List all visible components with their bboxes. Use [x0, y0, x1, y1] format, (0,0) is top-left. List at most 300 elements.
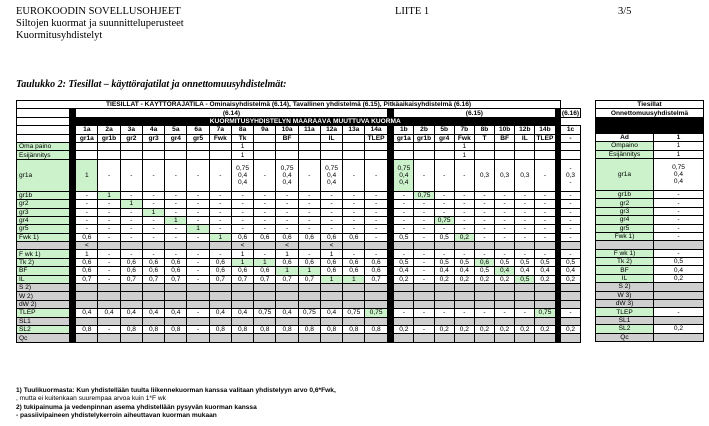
table-cell: - — [561, 309, 581, 317]
table-cell: 1 — [298, 267, 320, 275]
table-cell: - — [561, 134, 581, 142]
table-cell: 0,6 — [165, 258, 187, 266]
table-cell: 1 — [231, 151, 253, 159]
table-cell — [209, 317, 231, 325]
separator-cell — [69, 242, 76, 250]
table-cell — [454, 300, 474, 308]
row-label: F wk 1) — [17, 250, 70, 258]
table-cell: 0,4 — [394, 267, 414, 275]
footnotes — [16, 387, 336, 420]
table-cell — [98, 334, 120, 342]
table-cell: - — [434, 250, 454, 258]
table-cell — [365, 292, 387, 300]
table-cell: - — [254, 250, 276, 258]
table-cell: - — [343, 250, 365, 258]
table-cell: 0,2 — [515, 325, 535, 333]
table-cell: 0,4 — [98, 309, 120, 317]
table-cell: - — [165, 200, 187, 208]
table-cell: 1 — [276, 250, 298, 258]
table-cell: - — [561, 200, 581, 208]
separator-cell — [387, 233, 394, 241]
table-cell — [187, 142, 209, 150]
row-label — [17, 242, 70, 250]
table-cell: 0,4 — [454, 267, 474, 275]
table-cell — [298, 284, 320, 292]
separator-cell — [69, 317, 76, 325]
table-cell: - — [76, 216, 98, 224]
table-cell: - — [276, 216, 298, 224]
separator-cell — [69, 334, 76, 342]
table-cell — [98, 151, 120, 159]
table-cell — [474, 242, 494, 250]
table-cell: 0,6 — [209, 258, 231, 266]
table-cell — [474, 151, 494, 159]
table-cell: 12b — [515, 126, 535, 134]
table-cell: - — [209, 159, 231, 191]
table-cell: 0,75 — [414, 191, 434, 199]
table-cell: 0,4 — [165, 309, 187, 317]
table-cell — [434, 242, 454, 250]
table-cell — [535, 151, 555, 159]
table-cell — [231, 317, 253, 325]
table-cell: 0,6 — [120, 267, 142, 275]
table-cell: - — [434, 200, 454, 208]
table-cell — [535, 284, 555, 292]
table-cell: BF — [495, 134, 515, 142]
side-row-label — [596, 241, 654, 249]
table-cell: - — [98, 225, 120, 233]
table-cell: - — [98, 258, 120, 266]
table-cell — [165, 292, 187, 300]
table-cell: - — [561, 250, 581, 258]
table-cell — [414, 300, 434, 308]
table-cell — [165, 284, 187, 292]
table-cell — [142, 242, 164, 250]
table-cell: - — [365, 216, 387, 224]
table-cell: - — [414, 216, 434, 224]
separator-cell — [69, 208, 76, 216]
table-cell — [535, 317, 555, 325]
side-row-value: - — [654, 224, 704, 232]
table-cell: 0,2 — [495, 325, 515, 333]
blank-cell — [17, 117, 70, 125]
table-cell — [414, 284, 434, 292]
table-cell: 4a — [142, 126, 164, 134]
row-label: gr1b — [17, 191, 70, 199]
table-cell — [209, 300, 231, 308]
table-cell: - — [187, 191, 209, 199]
table-cell: 0,7 — [365, 275, 387, 283]
side-row-value — [654, 241, 704, 249]
side-subtitle: Onnettomuusyhdistelmä — [596, 109, 704, 117]
table-cell: Tk — [231, 134, 253, 142]
separator-cell — [69, 159, 76, 191]
table-cell: - — [495, 233, 515, 241]
table-cell — [276, 300, 298, 308]
table-cell: 0,6 — [276, 233, 298, 241]
table-cell: - — [535, 200, 555, 208]
table-cell — [515, 284, 535, 292]
side-row-label: F wk 1) — [596, 249, 654, 257]
table-cell — [187, 151, 209, 159]
table-cell: gr3 — [142, 134, 164, 142]
row-label: Tk 2) — [17, 258, 70, 266]
side-table — [595, 100, 704, 342]
table-cell: 6a — [187, 126, 209, 134]
table-cell — [454, 334, 474, 342]
table-cell: 1 — [454, 151, 474, 159]
table-cell — [165, 242, 187, 250]
table-cell: 0,2 — [454, 325, 474, 333]
table-cell: 14b — [535, 126, 555, 134]
table-cell — [298, 317, 320, 325]
table-cell: - — [98, 233, 120, 241]
row-label: Qc — [17, 334, 70, 342]
table-cell — [535, 142, 555, 150]
table-cell — [394, 334, 414, 342]
table-cell — [98, 284, 120, 292]
table-cell: 0,4 — [515, 267, 535, 275]
table-cell: 0,8 — [231, 325, 253, 333]
table-cell — [120, 334, 142, 342]
header-title: EUROKOODIN SOVELLUSOHJEET — [16, 6, 181, 17]
table-cell: T — [474, 134, 494, 142]
table-cell: 0,6 — [276, 258, 298, 266]
table-cell: - — [515, 225, 535, 233]
separator-cell — [387, 200, 394, 208]
table-cell: - — [120, 159, 142, 191]
table-cell: - — [98, 208, 120, 216]
table-cell: 0,6 — [120, 258, 142, 266]
table-cell — [76, 151, 98, 159]
table-cell: 5a — [165, 126, 187, 134]
side-row-label: Qc — [596, 333, 654, 341]
table-cell: 0,5 — [515, 275, 535, 283]
table-caption: Taulukko 2: Tiesillat – käyttörajatilat ja onnettomuusyhdistelmät: — [16, 79, 287, 90]
table-cell — [76, 317, 98, 325]
table-cell — [298, 142, 320, 150]
table-cell: 0,6 — [298, 258, 320, 266]
table-cell — [561, 292, 581, 300]
table-cell — [254, 317, 276, 325]
table-cell: 1 — [231, 142, 253, 150]
side-row-label: TLEP — [596, 308, 654, 316]
table-cell: - — [165, 191, 187, 199]
table-cell: - 0,3 - — [561, 159, 581, 191]
row-label: gr2 — [17, 200, 70, 208]
table-cell: - — [454, 250, 474, 258]
table-cell: 1 — [98, 191, 120, 199]
separator-cell — [387, 142, 394, 150]
side-row-value: 0,4 — [654, 266, 704, 274]
table-cell: - — [535, 225, 555, 233]
footnote-2: 2) tukipainuma ja vedenpinnan asema yhdistellään pysyvän kuorman kanssa — [16, 403, 257, 411]
row-label: Oma paino — [17, 142, 70, 150]
table-cell: - — [187, 309, 209, 317]
table-cell: - — [142, 191, 164, 199]
table-cell: - — [320, 216, 342, 224]
table-cell: - — [98, 275, 120, 283]
separator-cell — [387, 225, 394, 233]
table-cell — [454, 317, 474, 325]
blank-cell — [17, 126, 70, 134]
table-cell: - — [254, 200, 276, 208]
table-cell: < — [276, 242, 298, 250]
table-cell: - — [414, 325, 434, 333]
table-cell: - — [98, 200, 120, 208]
separator-cell — [69, 117, 76, 125]
table-cell: - — [394, 200, 414, 208]
side-row-label: gr5 — [596, 224, 654, 232]
table-cell: IL — [320, 134, 342, 142]
table-cell: 0,4 — [209, 309, 231, 317]
table-cell — [320, 284, 342, 292]
table-cell: - — [343, 191, 365, 199]
side-row-label: gr1b — [596, 190, 654, 198]
table-cell: 0,8 — [320, 325, 342, 333]
table-cell — [320, 151, 342, 159]
header-subtitle: Siltojen kuormat ja suunnitteluperusteet — [16, 18, 184, 29]
side-row-value: 1 — [654, 150, 704, 158]
table-cell: - — [535, 250, 555, 258]
separator-cell — [69, 309, 76, 317]
table-cell: 0,2 — [561, 325, 581, 333]
row-label: W 2) — [17, 292, 70, 300]
table-cell: - — [474, 200, 494, 208]
side-row-value: 0,2 — [654, 325, 704, 333]
table-cell — [320, 317, 342, 325]
table-cell: gr1a — [394, 134, 414, 142]
table-cell: - — [515, 191, 535, 199]
table-cell — [515, 242, 535, 250]
separator-cell — [69, 134, 76, 142]
table-cell — [495, 242, 515, 250]
side-title: Tiesillat — [596, 101, 704, 109]
side-row-label: dW 3) — [596, 300, 654, 308]
table-cell: - — [414, 258, 434, 266]
table-cell: 0,5 — [394, 233, 414, 241]
side-row-value: - — [654, 207, 704, 215]
separator-cell — [69, 233, 76, 241]
table-cell — [320, 292, 342, 300]
table-cell: gr4 — [434, 134, 454, 142]
table-cell — [365, 242, 387, 250]
table-cell — [343, 292, 365, 300]
table-cell: - — [495, 216, 515, 224]
side-row-label: Fwk 1) — [596, 232, 654, 240]
table-cell: - — [98, 159, 120, 191]
side-row-value: - — [654, 199, 704, 207]
table-cell — [98, 292, 120, 300]
table-cell — [343, 300, 365, 308]
table-cell: 5b — [434, 126, 454, 134]
table-cell: 1 — [76, 250, 98, 258]
table-cell: - — [495, 208, 515, 216]
table-cell: 0,5 — [535, 258, 555, 266]
table-cell — [454, 292, 474, 300]
table-cell: - — [209, 191, 231, 199]
table-cell: TLEP — [536, 134, 554, 142]
table-cell: 0,2 — [454, 275, 474, 283]
separator-cell — [387, 325, 394, 333]
table-cell: - — [142, 233, 164, 241]
main-table — [16, 100, 581, 343]
group-header-615: (6.15) — [394, 109, 555, 117]
table-cell: 0,6 — [76, 258, 98, 266]
table-cell: - — [276, 191, 298, 199]
header-page-number: 3/5 — [618, 6, 632, 17]
table-cell — [120, 300, 142, 308]
side-row-value — [654, 291, 704, 299]
table-cell: - — [120, 250, 142, 258]
table-cell: - — [231, 225, 253, 233]
table-cell: 0,4 — [561, 267, 581, 275]
table-cell — [535, 292, 555, 300]
row-label: gr1a — [17, 159, 70, 191]
table-cell: 7b — [454, 126, 474, 134]
table-cell: 0,8 — [142, 325, 164, 333]
table-cell — [474, 284, 494, 292]
table-cell — [165, 300, 187, 308]
table-cell: 0,2 — [474, 325, 494, 333]
separator-cell — [387, 208, 394, 216]
table-cell — [474, 334, 494, 342]
table-cell: IL — [515, 134, 535, 142]
table-cell: 8a — [231, 126, 253, 134]
table-cell — [142, 292, 164, 300]
table-cell: 0,75 0,4 0,4 — [320, 159, 342, 191]
table-cell: - — [365, 191, 387, 199]
table-cell: - — [187, 200, 209, 208]
footnote-3: - passiivipaineen yhdistelykerroin aiheuttavan kuorman mukaan — [16, 411, 217, 419]
separator-cell — [535, 117, 555, 125]
table-cell: 0,5 — [495, 258, 515, 266]
table-cell: 0,8 — [76, 325, 98, 333]
table-cell: gr2 — [120, 134, 142, 142]
table-cell — [343, 317, 365, 325]
table-cell: 1 — [320, 250, 342, 258]
table-cell: - — [414, 225, 434, 233]
table-cell: - — [187, 325, 209, 333]
table-cell: 0,75 — [298, 309, 320, 317]
table-cell: - — [209, 250, 231, 258]
table-cell: 0,6 — [320, 267, 342, 275]
separator-cell — [69, 284, 76, 292]
row-label: SL1 — [17, 317, 70, 325]
table-cell — [298, 292, 320, 300]
table-cell: - — [394, 191, 414, 199]
side-row-value: - — [654, 249, 704, 257]
group-header-614: (6.14) — [76, 109, 388, 117]
table-cell — [254, 242, 276, 250]
separator-cell — [387, 151, 394, 159]
table-cell: 0,75 — [535, 309, 555, 317]
table-cell: - — [98, 250, 120, 258]
table-cell — [343, 142, 365, 150]
table-cell: 1a — [76, 126, 98, 134]
table-cell: - — [365, 225, 387, 233]
separator-cell — [387, 191, 394, 199]
table-cell: 0,6 — [343, 267, 365, 275]
side-row-value — [654, 300, 704, 308]
table-cell: - — [187, 216, 209, 224]
side-row-label: SL2 — [596, 325, 654, 333]
separator-cell — [69, 267, 76, 275]
table-cell: 0,7 — [209, 275, 231, 283]
table-cell: 0,7 — [120, 275, 142, 283]
separator-cell — [69, 151, 76, 159]
table-cell: 0,75 — [365, 309, 387, 317]
table-cell — [495, 142, 515, 150]
table-cell: - — [187, 233, 209, 241]
table-cell — [414, 317, 434, 325]
separator-cell — [555, 117, 561, 125]
table-cell: - — [98, 325, 120, 333]
side-row-value: 0,2 — [654, 274, 704, 282]
table-cell — [394, 292, 414, 300]
table-cell: - — [209, 225, 231, 233]
side-row-label: IL — [596, 274, 654, 282]
table-cell: - — [298, 208, 320, 216]
table-cell: 0,2 — [474, 275, 494, 283]
table-cell — [515, 300, 535, 308]
table-cell: 0,5 — [394, 258, 414, 266]
table-cell: 1 — [231, 258, 253, 266]
table-cell — [165, 142, 187, 150]
table-cell: < — [76, 242, 98, 250]
table-cell — [254, 142, 276, 150]
header-section: Kuormitusyhdistelyt — [16, 30, 103, 41]
table-cell: - — [561, 233, 581, 241]
table-cell: 10b — [495, 126, 515, 134]
table-cell — [209, 292, 231, 300]
table-cell — [434, 300, 454, 308]
side-row-label: Ompaino — [596, 142, 654, 150]
table-cell: 1 — [165, 216, 187, 224]
table-cell: - — [254, 159, 276, 191]
side-row-value: - — [654, 308, 704, 316]
table-cell — [495, 292, 515, 300]
table-cell: 1 — [231, 250, 253, 258]
table-cell: - — [98, 216, 120, 224]
side-row-label: gr3 — [596, 207, 654, 215]
table-cell — [414, 151, 434, 159]
separator-cell — [387, 284, 394, 292]
group-header-616: (6.16) — [561, 109, 580, 117]
table-cell — [434, 142, 454, 150]
table-cell: - — [365, 200, 387, 208]
table-cell: - — [414, 233, 434, 241]
table-cell: - — [343, 200, 365, 208]
table-cell: 0,5 — [434, 258, 454, 266]
table-cell — [298, 151, 320, 159]
table-cell: 1 — [320, 275, 342, 283]
table-cell: - — [165, 225, 187, 233]
table-cell — [254, 292, 276, 300]
table-cell — [142, 300, 164, 308]
table-cell — [474, 317, 494, 325]
table-cell: 9a — [254, 126, 276, 134]
side-row-value: 0,75 0,4 0,4 — [654, 158, 704, 190]
separator-cell — [387, 334, 394, 342]
table-cell — [495, 300, 515, 308]
table-cell — [561, 151, 581, 159]
table-cell — [76, 300, 98, 308]
table-cell: - — [414, 275, 434, 283]
table-cell: - — [414, 159, 434, 191]
table-cell — [394, 242, 414, 250]
table-cell: - — [515, 208, 535, 216]
